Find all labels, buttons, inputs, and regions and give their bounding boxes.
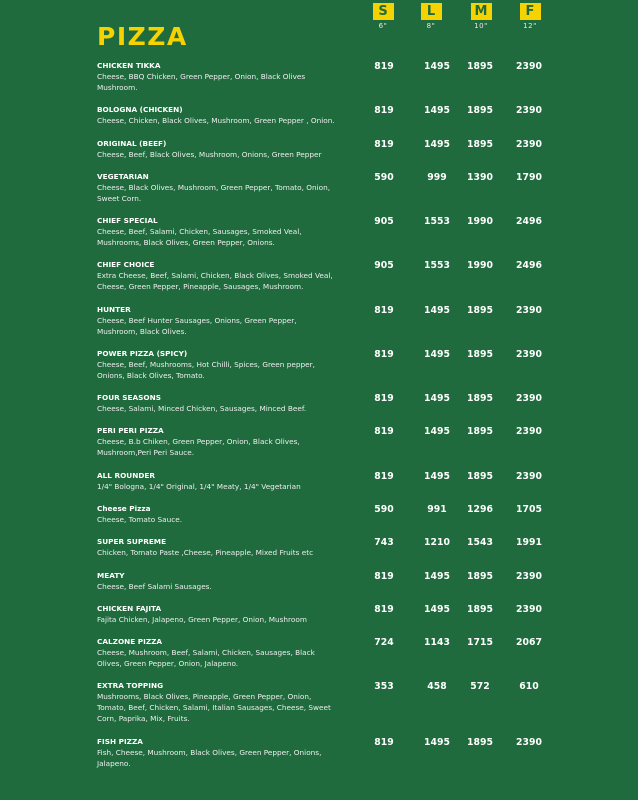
- menu-item: [97, 504, 627, 525]
- item-description: Cheese, Salami, Minced Chicken, Sausages, Minced Beef.: [97, 404, 307, 413]
- menu-item: [97, 737, 627, 769]
- menu-item: [97, 349, 627, 381]
- price-family: 2390: [516, 61, 542, 72]
- menu-item: [97, 637, 627, 669]
- price-family: 2390: [516, 305, 542, 316]
- item-name: CALZONE PIZZA: [97, 637, 163, 646]
- item-name: ALL ROUNDER: [97, 471, 156, 480]
- price-small: 819: [374, 393, 394, 404]
- item-name: SUPER SUPREME: [97, 537, 167, 546]
- item-description: Cheese, Beef Salami Sausages.: [97, 582, 212, 591]
- price-medium: 1895: [467, 61, 493, 72]
- item-description: Cheese, Beef, Mushrooms, Hot Chilli, Spices, Green pepper, Onions, Black Olives, Tomato.: [97, 360, 315, 380]
- price-medium: 1895: [467, 471, 493, 482]
- price-large: 1495: [424, 349, 450, 360]
- price-family: 1790: [516, 172, 542, 183]
- item-description: Cheese, Beef, Salami, Chicken, Sausages, Smoked Veal, Mushrooms, Black Olives, Green Pepper, Onions.: [97, 227, 302, 247]
- item-description: Cheese, BBQ Chicken, Green Pepper, Onion, Black Olives Mushroom.: [97, 72, 306, 92]
- size-inches: 10": [474, 22, 488, 30]
- price-large: 1210: [424, 537, 450, 548]
- price-large: 1495: [424, 426, 450, 437]
- price-family: 2390: [516, 604, 542, 615]
- price-small: 590: [374, 172, 394, 183]
- item-name: PERI PERI PIZZA: [97, 426, 164, 435]
- price-small: 905: [374, 216, 394, 227]
- price-small: 819: [374, 349, 394, 360]
- menu-item: [97, 426, 627, 458]
- price-medium: 1543: [467, 537, 493, 548]
- item-name: MEATY: [97, 571, 125, 580]
- price-medium: 1895: [467, 571, 493, 582]
- item-description: 1/4" Bologna, 1/4" Original, 1/4" Meaty, 1/4" Vegetarian: [97, 482, 301, 491]
- price-small: 819: [374, 61, 394, 72]
- price-family: 1991: [516, 537, 542, 548]
- item-description: Extra Cheese, Beef, Salami, Chicken, Black Olives, Smoked Veal, Cheese, Green Pepper, Pineapple, Sausages, Mushroom.: [97, 271, 333, 291]
- size-header-l: [416, 3, 446, 30]
- price-large: 1553: [424, 216, 450, 227]
- price-medium: 572: [470, 681, 490, 692]
- price-medium: 1715: [467, 637, 493, 648]
- price-small: 743: [374, 537, 394, 548]
- item-name: BOLOGNA (CHICKEN): [97, 105, 183, 114]
- menu-item: [97, 260, 627, 292]
- price-small: 819: [374, 139, 394, 150]
- price-medium: 1895: [467, 105, 493, 116]
- price-small: 819: [374, 604, 394, 615]
- price-large: 999: [427, 172, 447, 183]
- price-large: 458: [427, 681, 447, 692]
- size-header-s: [368, 3, 398, 30]
- price-small: 590: [374, 504, 394, 515]
- menu-item: [97, 537, 627, 558]
- item-name: HUNTER: [97, 305, 131, 314]
- item-description: Mushrooms, Black Olives, Pineapple, Green Pepper, Onion, Tomato, Beef, Chicken, Salami, Italian Sausages, Cheese, Sweet Corn, Paprika, Mix, Fruits.: [97, 692, 331, 723]
- price-medium: 1990: [467, 260, 493, 271]
- size-header-m: [466, 3, 496, 30]
- item-name: CHICKEN FAJITA: [97, 604, 162, 613]
- size-code: F: [520, 3, 541, 20]
- price-family: 610: [519, 681, 539, 692]
- item-name: CHIEF CHOICE: [97, 260, 155, 269]
- item-description: Cheese, Beef, Black Olives, Mushroom, Onions, Green Pepper: [97, 150, 322, 159]
- item-name: FOUR SEASONS: [97, 393, 161, 402]
- price-medium: 1895: [467, 393, 493, 404]
- price-family: 2390: [516, 349, 542, 360]
- price-large: 1495: [424, 305, 450, 316]
- price-large: 1553: [424, 260, 450, 271]
- price-large: 1495: [424, 393, 450, 404]
- size-code: S: [373, 3, 394, 20]
- price-family: 2390: [516, 737, 542, 748]
- size-inches: 6": [378, 22, 388, 30]
- price-medium: 1895: [467, 604, 493, 615]
- price-medium: 1895: [467, 426, 493, 437]
- item-description: Cheese, Mushroom, Beef, Salami, Chicken, Sausages, Black Olives, Green Pepper, Onion, Jalapeno.: [97, 648, 315, 668]
- price-medium: 1990: [467, 216, 493, 227]
- price-medium: 1895: [467, 737, 493, 748]
- item-description: Cheese, B.b Chiken, Green Pepper, Onion, Black Olives, Mushroom,Peri Peri Sauce.: [97, 437, 300, 457]
- item-name: POWER PIZZA (SPICY): [97, 349, 188, 358]
- item-description: Fish, Cheese, Mushroom, Black Olives, Green Pepper, Onions, Jalapeno.: [97, 748, 322, 768]
- price-family: 2390: [516, 393, 542, 404]
- price-large: 1495: [424, 737, 450, 748]
- menu-item: [97, 681, 627, 724]
- price-large: 1495: [424, 571, 450, 582]
- item-name: ORIGINAL (BEEF): [97, 139, 167, 148]
- item-description: Chicken, Tomato Paste ,Cheese, Pineapple, Mixed Fruits etc: [97, 548, 314, 557]
- price-family: 2390: [516, 471, 542, 482]
- price-small: 819: [374, 737, 394, 748]
- item-name: CHICKEN TIKKA: [97, 61, 161, 70]
- price-family: 2390: [516, 139, 542, 150]
- size-code: M: [471, 3, 492, 20]
- price-small: 353: [374, 681, 394, 692]
- price-small: 819: [374, 571, 394, 582]
- price-small: 905: [374, 260, 394, 271]
- menu-item: [97, 216, 627, 248]
- menu-item: [97, 604, 627, 625]
- size-header-f: [515, 3, 545, 30]
- price-small: 819: [374, 105, 394, 116]
- size-inches: 8": [426, 22, 436, 30]
- item-name: EXTRA TOPPING: [97, 681, 164, 690]
- menu-item: [97, 61, 627, 93]
- price-small: 819: [374, 426, 394, 437]
- price-medium: 1390: [467, 172, 493, 183]
- price-family: 2390: [516, 105, 542, 116]
- price-medium: 1895: [467, 139, 493, 150]
- page-title: PIZZA: [97, 22, 188, 51]
- size-inches: 12": [523, 22, 537, 30]
- price-large: 1495: [424, 61, 450, 72]
- price-family: 1705: [516, 504, 542, 515]
- menu-item: [97, 105, 627, 126]
- size-code: L: [421, 3, 442, 20]
- item-description: Cheese, Chicken, Black Olives, Mushroom, Green Pepper , Onion.: [97, 116, 335, 125]
- price-small: 724: [374, 637, 394, 648]
- item-name: CHIEF SPECIAL: [97, 216, 158, 225]
- item-name: Cheese Pizza: [97, 504, 151, 513]
- price-large: 1495: [424, 471, 450, 482]
- price-family: 2496: [516, 216, 542, 227]
- menu-item: [97, 471, 627, 492]
- menu-item: [97, 571, 627, 592]
- price-medium: 1895: [467, 305, 493, 316]
- price-medium: 1895: [467, 349, 493, 360]
- item-description: Cheese, Beef Hunter Sausages, Onions, Green Pepper, Mushroom, Black Olives.: [97, 316, 297, 336]
- price-family: 2390: [516, 426, 542, 437]
- menu-item: [97, 393, 627, 414]
- price-medium: 1296: [467, 504, 493, 515]
- price-family: 2496: [516, 260, 542, 271]
- price-large: 1495: [424, 604, 450, 615]
- menu-item: [97, 139, 627, 160]
- price-large: 1495: [424, 105, 450, 116]
- price-small: 819: [374, 471, 394, 482]
- price-large: 1495: [424, 139, 450, 150]
- item-name: FISH PIZZA: [97, 737, 143, 746]
- item-description: Fajita Chicken, Jalapeno, Green Pepper, Onion, Mushroom: [97, 615, 307, 624]
- item-description: Cheese, Tomato Sauce.: [97, 515, 183, 524]
- menu-item: [97, 305, 627, 337]
- price-family: 2067: [516, 637, 542, 648]
- item-description: Cheese, Black Olives, Mushroom, Green Pepper, Tomato, Onion, Sweet Corn.: [97, 183, 331, 203]
- item-name: VEGETARIAN: [97, 172, 149, 181]
- price-small: 819: [374, 305, 394, 316]
- price-large: 1143: [424, 637, 450, 648]
- price-large: 991: [427, 504, 447, 515]
- price-family: 2390: [516, 571, 542, 582]
- menu-item: [97, 172, 627, 204]
